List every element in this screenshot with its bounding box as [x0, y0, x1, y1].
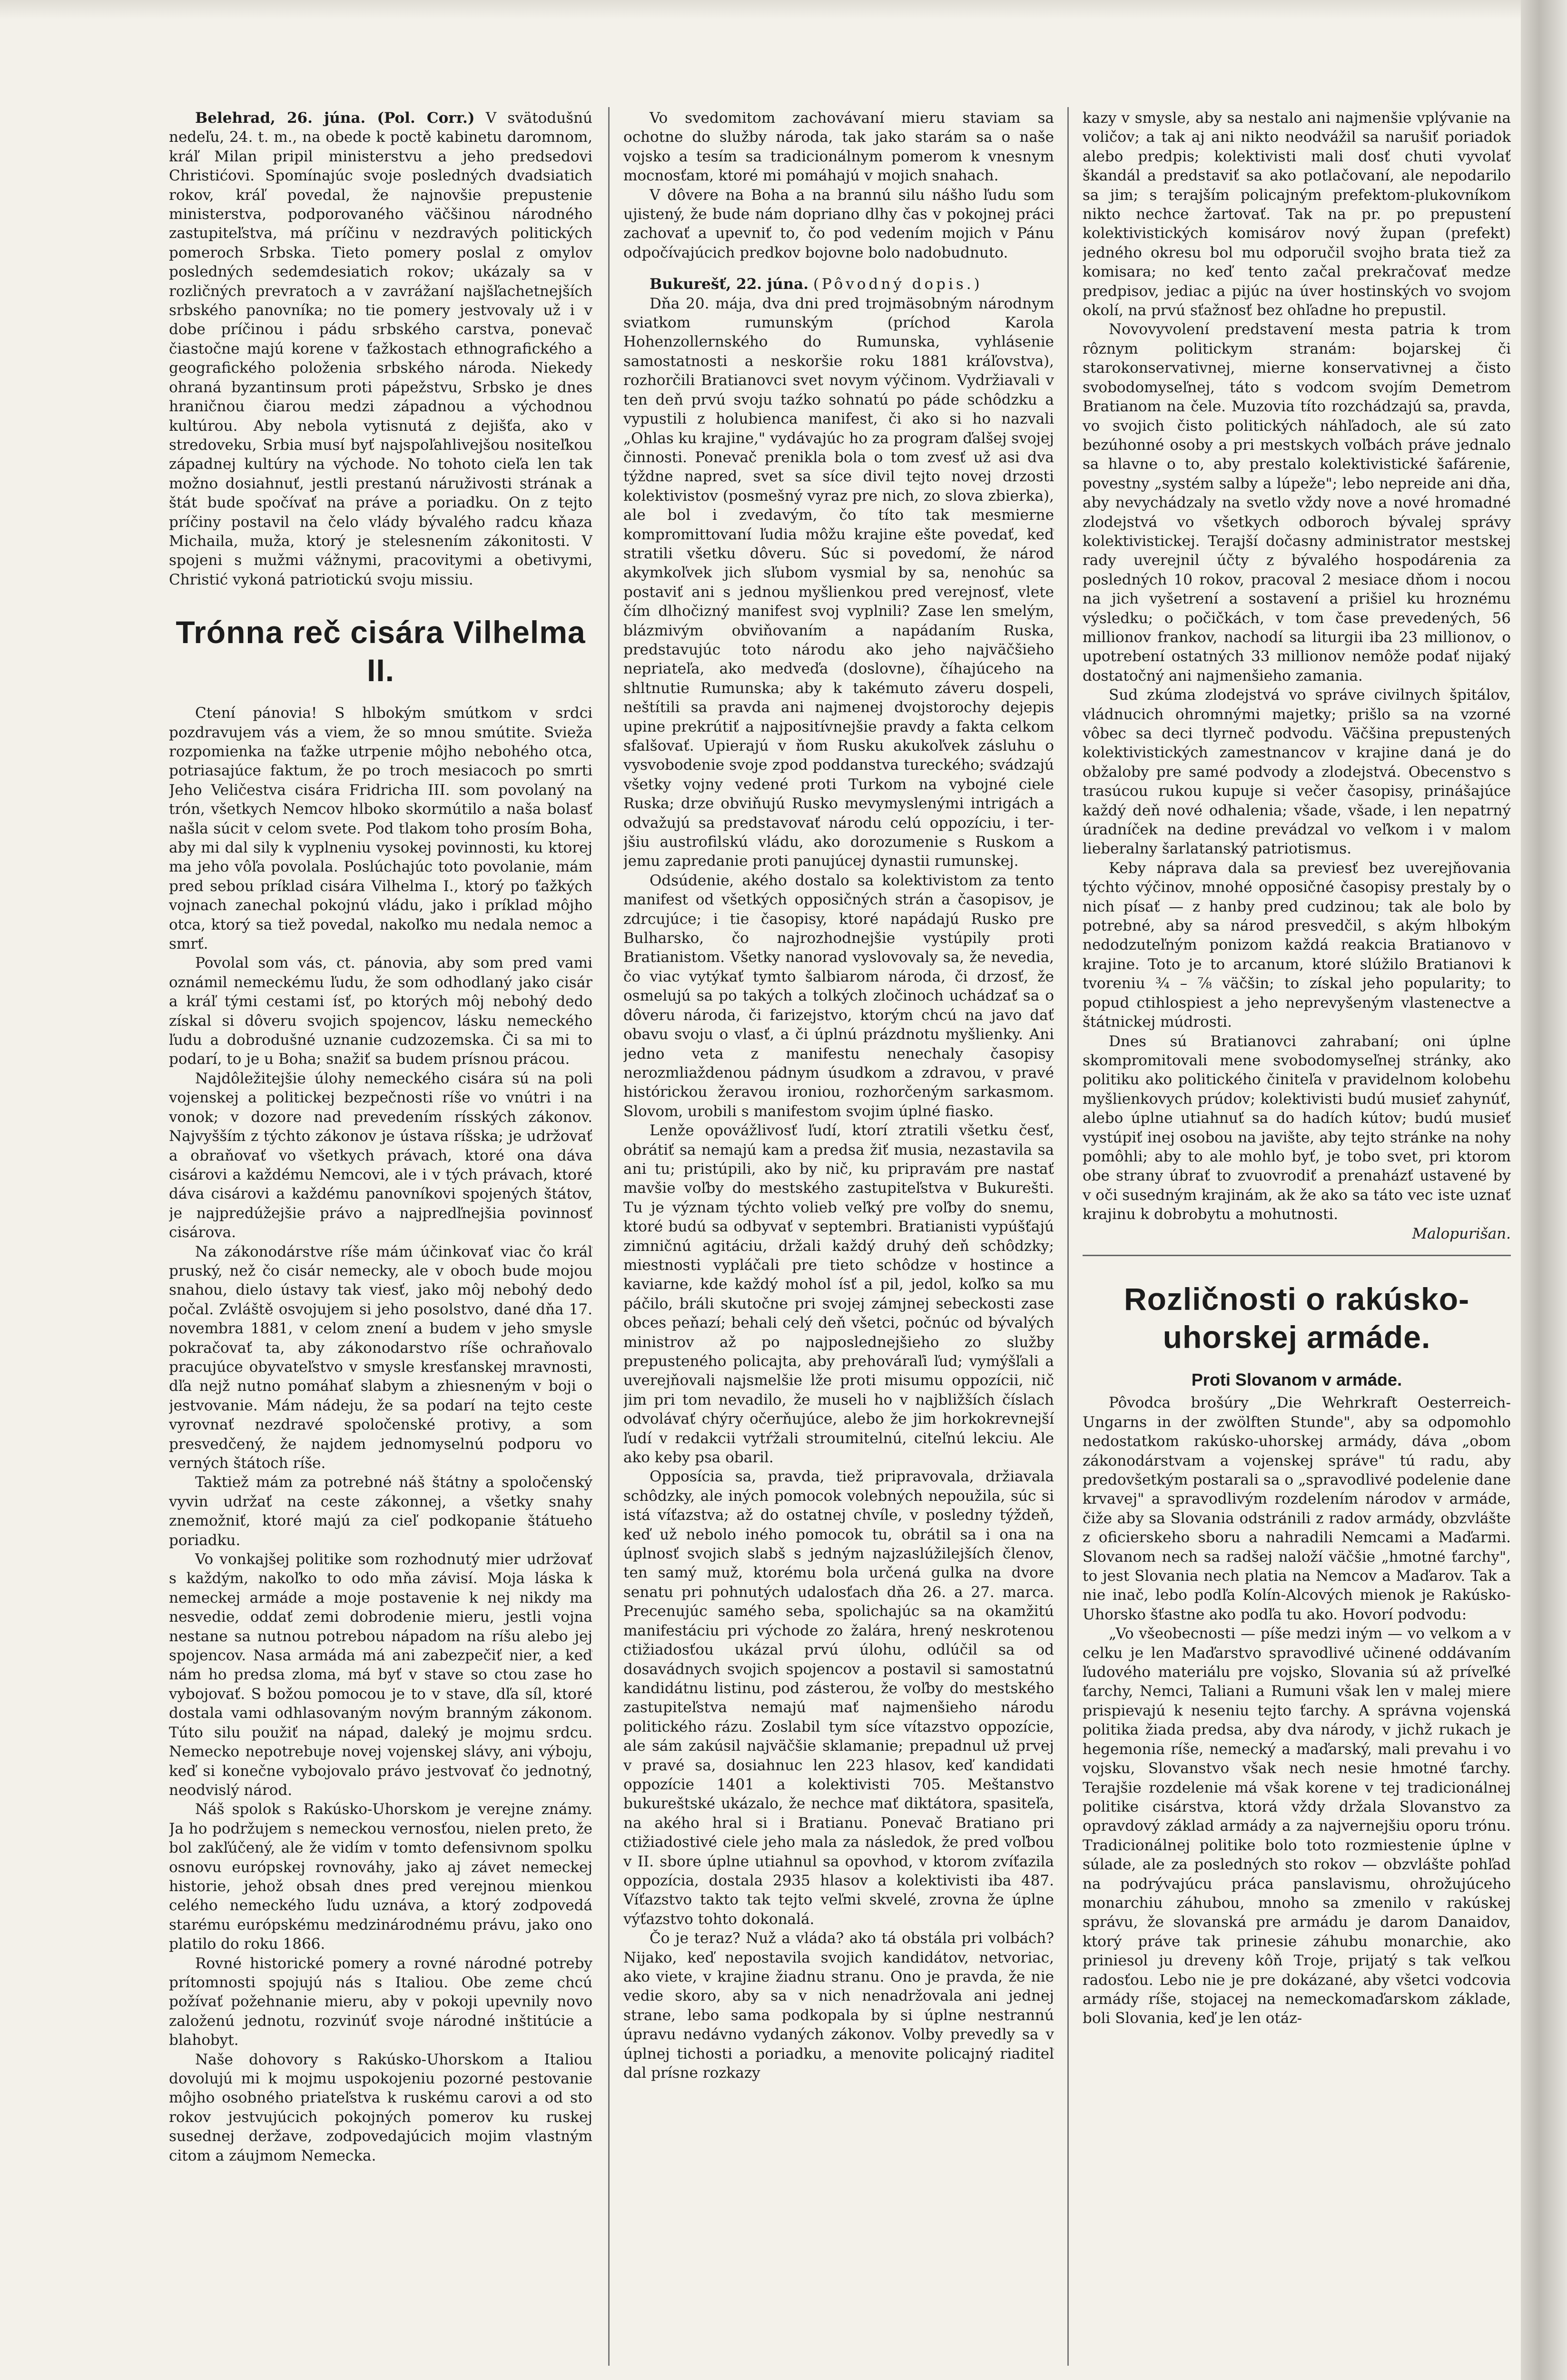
paragraph: V dôvere na Boha a na brannú silu nášho ľudu som ujistený, že bude nám dopriano dlhy čas v pokojnej práci zachovať a upevniť to, čo pod vedením mojich v Pánu odpočívajúcich predkov bojovne bolo nadobudnuto. [623, 186, 1054, 261]
paragraph: Vo svedomitom zachovávaní mieru staviam sa ochotne do služby národa, tak jako starám sa o naše vojsko a tesím sa tradicionálnym pomerom k vnesnym mocnosťam, ktoré mi pomáhajú v mojich snahach. [623, 109, 1054, 185]
column-2 [623, 109, 1054, 2365]
bukurest-heading [623, 275, 1054, 294]
paragraph: Dnes sú Bratianovci zahrabaní; oni úplne skompromitovali mene svobodomyseľnej stránky, ako politiku ako politického činiteľa v pravidelnom kolobehu myšlienkovych prúdov; kolektivisti budú musieť zahynúť, alebo úplne utiahnuť sa do hadích kútov; budú musieť vystúpiť inej osobou na javište, aby tejto stránke na nohy pomôhli; aby to ale mohlo byť, je tobo svet, pri ktorom obe strany úbrať to zvuovrodiť a prenaházť ustavené by v oči susedným krajinám, ak že ako sa táto vec iste uznať krajinu k dobrobytu a mohutnosti. [1083, 1032, 1511, 1223]
paragraph: Ctení pánovia! S hlbokým smútkom v srdci pozdravujem vás a viem, že so mnou smútite. Svieža rozpomienka na ťažke utrpenie môjho nebohého otca, potriasajúce faktum, že po troch mesiacoch po smrti Jeho Veličestva cisára Fridricha III. som povolaný na trón, všetkych Nemcov hlboko skormútilo a naša bolasť našla súcit v celom svete. Pod tlakom toho prosím Boha, aby mi dal sily k vyplneniu vysokej povinnosti, ku ktorej ma jeho vôľa povolala. Poslúchajúc toto povolanie, mám pred sebou príklad cisára Vilhelma I., ktorý po ťažkých vojnach zanechal pokojnú vládu, jako i príklad môjho otca, ktorý sa tiež povedal, nakoľko mu nedala nemoc a smrť. [169, 704, 592, 953]
page-edge [1521, 0, 1567, 2380]
section-divider [1083, 1255, 1511, 1256]
belehrad-dateline: Belehrad, 26. júna. (Pol. Corr.) [195, 109, 475, 127]
article-title-rozlicnosti: Rozličnosti o rakúsko-uhorskej armáde. [1124, 1281, 1470, 1355]
column-rule-1 [608, 107, 610, 2366]
paragraph: Lenže opovážlivosť ľudí, ktorí ztratili všetku česť, obrátiť sa nemajú kam a predsa žiť musia, nezastavila sa ani tu; pristúpili, ako by nič, ku pripravám pre nastať mavšie voľby do mestského zastupiteľstva v Bukurešti. Tu je význam týchto volieb veľký pre voľby do snemu, ktoré budú sa odbyvať v septembri. Bratianisti vypúšťajú zimničnú agitáciu, držali každý druhý deň schôdzky; miestnosti vypláčali pre tieto schôdze v hostince a kaviarne, kde každý mohol ísť a pil, jedol, koľko sa mu páčilo, bráli skutočne pri svojej zámjnej sebeckosti zase obces peňazí; behali celý deň všetci, počnúc od bývalých ministrov až po najposlednejšieho zo služby prepusteného policajta, aby prehováraľi ľud; vymýšľali a uverejňovali najsmelšie lže proti misumu oppozícii, nič jim pri tom nevadilo, že museli ho v najbližších číslach odvolávať chýry očerňujúce, alebo že jim horkokrevnejší ľudí v redakcii vytŕžali stroumitelnú, citeľnú lekciu. Ale ako keby psa obaril. [623, 1122, 1054, 1467]
paragraph: „Vo všeobecnosti — píše medzi iným — vo velkom a v celku je len Maďarstvo spravodlivé učinené oddávaním ľudového materiálu pre vojsko, Slovania sú až príveľké ťarchy, Nemci, Taliani a Rumuni však len v malej miere prispievajú k neseniu tejto ťarchy. A správna vojenská politika žiada predsa, aby dva národy, v jichž rukach je hegemonia ríše, nemecký a maďarský, mali prevahu i vo vojsku, Slovanstvo však nech nesie hmotné ťarchy. Terajšie rozdelenie má však korene v tej tradicionálnej politike cisárstva, ktorá vždy držala Slovanstvo za opravdový základ armády a za najvernejšiu oporu trónu. Tradicionálnej politike bolo toto rozmiestenie úplne v súlade, ale za posledných sto rokov — obzvlášte pohľad na podrývajúcu práca panslavismu, ohrožujúceho monarchiu záhubou, mnoho sa zmenilo v rakúskej správu, že slovanská pre armádu je darom Danaidov, ktorý práve tak prinesie záhubu monarchie, ako priniesol ju dreveny kôň Troje, prijatý s tak veľkou radosťou. Lebo nie je pre dokázané, aby všetci vodcovia armády ríše, stojacej na nemeckomaďarskom základe, boli Slovania, keď je len otáz- [1083, 1625, 1511, 2027]
paragraph: Pôvodca brošúry „Die Wehrkraft Oesterreich-Ungarns in der zwölften Stunde", aby sa odpomohlo nedostatkom rakúsko-uhorskej armády, dáva „obom zákonodárstvam a vojenskej správe" tú radu, aby predovšetkým postarali sa o „spravodlivé podelenie dane krvavej" a spravodlivým rozdelením národov v armáde, čiže aby sa Slovania odstránili z radov armády, obzvlášte z oficierskeho sboru a nahradili Nemcami a Maďarmi. Slovanom nech sa radšej naloží väčšie „hmotné ťarchy", to jest Slovania nech platia na Nemcov a Maďarov. Tak a nie inač, lebo podľa Kolín-Alcových mienok je Rakúsko-Uhorsko šťastne ako podľa tu ako. Hovorí podvodu: [1083, 1394, 1511, 1623]
article-body-tronna-rec [169, 704, 592, 2165]
article-title-tronna-rec: Trónna reč cisára Vilhelma II. [176, 615, 586, 688]
belehrad-text: V svätodušnú nedeľu, 24. t. m., na obede k poctě kabinetu daromnom, kráľ Milan pripil ministerstvu a jeho predsedovi Christićovi. Spomínajúc svoje posledných dvadsiatich rokov, kráľ povedal, že najnovšie prepustenie ministerstva, podporovaného väčšinou národného zastupiteľstva, má príčinu v nezdravých politických pomeroch Srbska. Tieto pomery poslal z omylov posledných sedemdesiatich rokov; ukázaly sa v rozličných prevratoch a v zavrážaní najšľachetnejších srbského panovníka; no tie pomery jestvovaly už i v dobe príčinou i pádu srbského carstva, ponevač čiastočne majú korene v ťažkostach ethnografického a geografického položenia srbského národa. Niekedy ohraná byzantinsum proti pápežstvu, Srbsko je dnes hraničnou čiarou medzi západnou a východnou kultúrou. Aby nebola vytisnutá z dejišťa, ako v stredoveku, Srbia musí byť najspoľahlivejšou nositeľkou západnej kultúry na východe. No tohoto cieľa len tak možno dosiahnuť, jestli prestanú náruživosti strának a štát bude spočívať na práve a poriadku. On z tejto príčiny postavil na čelo vlády bývalého radcu kňaza Michaila, muža, ktorý je stelesnením zákonitosti. V spojeni s mužmi vážnymi, pracovitymi a obetivymi, Christić vykoná patriotickú svoju missiu. [169, 109, 592, 588]
paragraph: Dňa 20. mája, dva dni pred trojmäsobným národnym sviatkom rumunským (príchod Karola Hohenzollernského do Rumunska, vyhlásenie samostatnosti a neskoršie roku 1881 kráľovstva), rozhorčili Bratianovci svet novym výčinom. Vydržiavali v ten deň prvú svoju taźko sohnatú po páde schôdzku a vypustili z holubienca manifest, či ako si ho nazvali „Ohlas ku krajine," vydávajúc ho za program ďalšej svojej činnosti. Ponevač prenikla bola o tom zvesť už asi dva týždne napred, svet sa síce divil tejto novej drzosti kolektivistov (posmešný vyraz pre nich, zo slova zbierka), ale bol i zvedavým, čo títo tak mesmierne kompromittovaní ľudia môžu krajine ešte povedať, keď stratili všetku dôveru. Súc si povedomí, že národ akymkoľvek jich sľubom vysmial by sa, nenohúc sa postaviť ani s jednou myšlienkou pred verejnosť, vlete čím dlhočizný manifest svoj vyplnili? Zase len smelým, blázmivým obviňovaním a napádaním Ruska, predstavujúc toto národu ako jeho najväčšieho nepriateľa, ako medveďa (doslovne), číhajúceho na shltnutie Rumunska; aby k takémuto záveru dospeli, neštítili sa pravda ani najmenej dvojstorochy dejepis upine prekrútiť a najpositívnejšie pravdy a fakta celkom sfalšovať. Upierajú v ňom Rusku akukoľvek zásluhu o vysvobodenie svoje zpod poddanstva tureckého; svádzajú všetky vojny vedené proti Turkom na vybojné ciele Ruska; drze obviňujú Rusko mevymyslenými intrigách a odvažujú sa predstavovať národu celú oppozíciu, i ter-jšiu austrofilskú vládu, ako dorozumenie s Ruskom a jemu zapredanie proti panujúcej dynastii rumunskej. [623, 295, 1054, 870]
column-3 [1083, 109, 1511, 2365]
paragraph: Náš spolok s Rakúsko-Uhorskom je verejne známy. Ja ho podržujem s nemeckou vernosťou, nielen preto, že bol zakľúčený, ale že vidím v tomto defensivnom spolku osnovu európskej rovnováhy, jako aj závet nemeckej historie, jehož obsah dnes pred verejnou mienkou celého nemeckého ľudu uznáva, a ktorý zodpovedá starému európskému medzinárodnému právu, jako ono platilo do roku 1866. [169, 1801, 592, 1953]
paragraph: Opposícia sa, pravda, tiež pripravovala, držiavala schôdzky, ale iných pomocok volebných nepoužila, súc si istá víťazstva; až do ostatnej chvíle, v posledny týždeň, keď už nebolo iného pomocok tu, obrátil sa i ona na úplnosť svojich slabš s jedným najzaslúžilejších členov, ten samý muž, ktorému bola určená gulka na dvore senatu pri pohnutých udalosťach dňa 26. a 27. marca. Precenujúc samého seba, spolichajúc sa na okamžitú manifestáciu pri východe zo žalára, hrený neskrotenou ctižiadosťou ukázal prvú úlohu, odlúčil sa od dosavádnych svojich spojencov a postavil si samostatnú kandidátnu listinu, pod zásterou, že voľby do mestského zastupiteľstva nemajú mať najmenšieho národu politického rázu. Zoslabil tym síce vítazstvo oppozície, ale sám zakúsil najväčšie sklamanie; prepadnul už prvej v pravé sa, dosiahnuc len 223 hlasov, keď kandidati oppozície 1401 a kolektivisti 705. Meštanstvo bukureštské ukázalo, že nechce mať diktátora, spasiteľa, na akého hral si i Bratianu. Ponevač Bratiano pri ctižiadostivé ciele jeho mala za následok, že pred voľbou v II. sbore úplne utiahnul sa opovhod, v ktorom zvíťazila oppozícia, dostala 2935 hlasov a kolektivisti iba 487. Víťazstvo takto tak tejto veľmi skvelé, zrovna že úplne výťazstvo tohto dokonalá. [623, 1468, 1054, 1928]
paragraph: Sud zkúma zlodejstvá vo správe civilnych špitálov, vládnucich ohromnými majetky; prišlo sa na vzorné vôbec sa deci tlyrneč podvodu. Väčšina prepustených kolektivistických zamestnancov v krajine daná je do obžaloby pre samé podvody a zlodejstvá. Obecenstvo s trasúcou rukou kupuje si večer časopisy, prinášajúce každý deň nové odhalenia; všade, všade, i len nepatrný úradníček na dedine prevádzal vo veľkom i v malom lieberalny šarlatanský patriotismus. [1083, 686, 1511, 858]
page-shadow [0, 0, 1521, 19]
paragraph: Najdôležitejšie úlohy nemeckého cisára sú na poli vojenskej a politickej bezpečnosti ríše vo vnútri i na vonok; v dozore nad prevedením rísských zákonov. Najvyšším z týchto zákonov je ústava ríšska; je udržovať a obraňovať vo všetkych právach, ktoré ona dáva cisárovi a každému Nemcovi, ale i v tých právach, ktoré dáva cisárovi a každému panovníkovi spojených štátov, je najpredúžejšie právo a najpredľnejšia povinnosť cisárova. [169, 1070, 592, 1241]
column-rule-2 [1067, 107, 1069, 2366]
paragraph: Povolal som vás, ct. pánovia, aby som pred vami oznámil nemeckému ľudu, že som odhodlaný jako cisár a kráľ tými cestami ísť, po ktorých môj nebohý dedo získal si dôveru svojich spojencov, lásku nemeckého ľudu a dobrodušné uznanie cudzozemska. Či sa mi to podarí, to je u Boha; snažiť sa budem prísnou prácou. [169, 954, 592, 1068]
paragraph: Taktiež mám za potrebné náš štátny a spoločenský vyvin udržať na ceste zákonnej, a všetky snahy znemožniť, ktoré majú za cieľ podkopanie štátueho poriadku. [169, 1474, 592, 1549]
article-subtitle: Proti Slovanom v armáde. [1191, 1369, 1402, 1389]
paragraph: Novovyvolení predstavení mesta patria k trom rôznym politickym stranám: bojarskej či starokonservativnej, mierne konservativnej a čisto svobodomyseľnej, táto s vodcom svojím Demetrom Bratianom na čele. Muzovia títo rozchádzajú sa, pravda, vo svojich čisto politických náhľadoch, ale sú zato bezúhonné osoby a pri mestskych voľbách práve jednalo sa hlavne o to, aby prestalo kolektivistické šafárenie, povestny „systém salby a lúpeže"; lebo nepreide ani dňa, aby nevychádzaly na svetlo vždy nove a nové hromadné zlodejstvá vo všetkych odboroch bývalej správy kolektivistickej. Terajší dočasny administrator mestskej rady uverejnil účty z bývalého hospodárenia za posledných 10 rokov, pracoval 2 mesiace dňom i nocou na jich vyšetrení a sostavení a prišiel ku hroznému výsledku; o počičkách, v tom čase prevedených, 56 millionov frankov, nachodí sa liturgii iba 23 millionov, o upotrebení ostatných 33 millionov nemôže podať nijaký dostatočný ani najmenšieho zamania. [1083, 321, 1511, 684]
paragraph: Keby náprava dala sa previesť bez uverejňovania týchto výčinov, mnohé opposičné časopisy prestaly by o nich písať — z hanby pred cudzinou; tak ale bolo by potrebné, aby sa národ presvedčil, s akým hlbokým nedodzuteľným ponizom každá reakcia Bratianovo v krajine. Toto je to arcanum, ktoré slúžilo Bratianovi k tvoreniu ¾ – ⅞ väčšin; to získal jeho popularity; to popud ctihlospiest a jeho neprevyšeným vlastenectve a štátnickej múdrosti. [1083, 859, 1511, 1031]
paragraph: Rovné historické pomery a rovné národné potreby prítomnosti spojujú nás s Italiou. Obe zeme chcú požívať požehnanie mieru, aby v pokoji upevnily novo založenú jednotu, rozvinúť svoje národné inštitúcie a blahobyt. [169, 1954, 592, 2049]
bukurest-dateline: Bukurešť, 22. júna. [650, 276, 809, 293]
belehrad-report [169, 109, 592, 589]
paragraph: Naše dohovory s Rakúsko-Uhorskom a Italiou dovolujú mi k mojmu uspokojeniu pozorné pestovanie môjho osobného priateľstva k ruskému carovi a od sto rokov jestvujúcich pokojných pomerov ku ruskej susednej deržave, zodpovedajúcich mojim vlastným citom a záujmom Nemecka. [169, 2051, 592, 2164]
paragraph: Čo je teraz? Nuž a vláda? ako tá obstála pri volbách? Nijako, keď nepostavila svojich kandidátov, netvoriac, ako viete, v krajine žiadnu stranu. Ono je pravda, že nie vedie skoro, aby sa v nich nenadržovala ani jednej strane, lebo sama podkopala by si úplne nestrannú úpravu nedávno vydaných zákonov. Volby prevedly sa v úplnej tichosti a poriadku, a menovite policajný riaditeľ dal prísne rozkazy [623, 1930, 1054, 2082]
paragraph: kazy v smysle, aby sa nestalo ani najmenšie vplývanie na voličov; a tak aj ani nikto neodvážil sa narušiť poriadok alebo predpis; kolektivisti mali dosť chuti vyvolať škandál a predstaviť sa ako potlačovaní, ale nepodarilo sa jim; s terajším policajným prefektom-plukovníkom nikto nechce žartovať. Tak na pr. po prepustení kolektivistických komisárov nový župan (prefekt) jedného okresu bol mu odporučil svojho brata tiež za komisara; no keď tento začal prekračovať medze predpisov, jediac a pijúc na úver hostinských vo svojom okolí, na prvú sťažnosť bez ohľadne ho prepustil. [1083, 109, 1511, 319]
paragraph: Vo vonkajšej politike som rozhodnutý mier udržovať s každým, nakoľko to odo mňa závisí. Moja láska k nemeckej armáde a moje postavenie k nej nikdy ma nesvedie, oddať zemi dobrodenie mieru, jestli vojna nestane sa nutnou potrebou nápadom na ríšu alebo jej spojencov. Nasa armáda má ani zabezpečiť nier, a keď nám ho predsa zloma, má byť v stave so ctou zase ho vybojovať. S božou pomocou je to v stave, dľa síl, ktoré dostala vami odhlasovaným novým branným zákonom. Túto silu použiť na nápad, daleký je mojmu srdcu. Nemecko nepotrebuje novej vojenskej slávy, ani výboju, keď si konečne vybojovalo právo jestvovať čo jednotný, neodvislý národ. [169, 1551, 592, 1799]
paragraph: Odsúdenie, akého dostalo sa kolektivistom za tento manifest od všetkých opposičných strán a časopisov, je zdrcujúce; i tie časopisy, ktoré napádajú Rusko pre Bulharsko, čo najrozhodnejšie vystúpily proti Bratianistom. Všetky nanorad vyslovovaly sa, že nevedia, čo viac vytýkať tymto šalbiarom národa, či drzosť, že osmelujú sa po takých a tolkých zločinoch uchádzať sa o dôveru národa, či farizejstvo, ktorým chcú na javo dať obavu svoju o vlasť, a či úplnú prázdnotu myšlienky. Ani jedno veta z manifestu nenechaly časopisy nerozmliaždenou pádnym úsudkom a zdravou, v pravé histórickou žeravou ironiou, rozhorčeným sarkasmom. Slovom, urobili s manifestom svojim úplné fiasko. [623, 872, 1054, 1120]
bukurest-source: (Pôvodný dopis.) [813, 276, 983, 293]
column-1 [169, 109, 592, 2365]
signature: Malopurišan. [1412, 1225, 1511, 1242]
paragraph: Na zákonodárstve ríše mám účinkovať viac čo kráľ pruský, než čo cisár nemecky, ale v oboch bude mojou snahou, dielo ústavy tak viesť, jako môj nebohý dedo počal. Zvláště osvojujem si jeho posolstvo, dané dňa 17. novembra 1881, v celom znení a budem v jeho smysle pokračovať ta, aby zákonodarstvo ríše ochraňovalo pracujúce obyvateľstvo v smysle kresťanskej mravnosti, dľa nejž nutno pomáhať slabym a zhiesneným v boji o jestvovanie. Mám nádeju, že sa podarí na tejto ceste vyrovnať nezdravé spoločenské protivy, a som presvedčený, že najdem jednomyselnú podporu vo verných štátoch ríše. [169, 1243, 592, 1472]
